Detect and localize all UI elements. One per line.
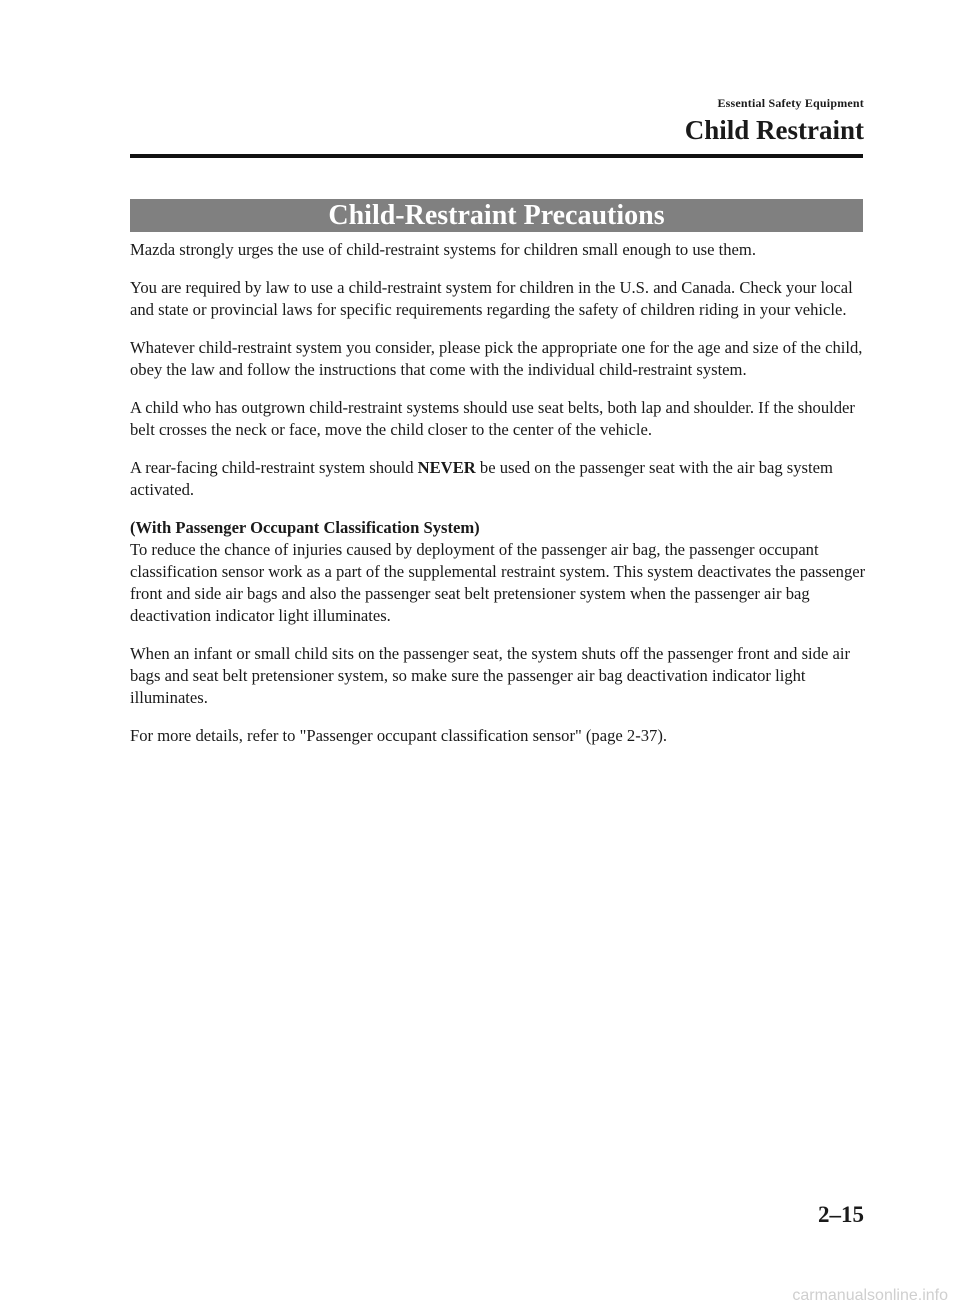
- header-rule: [130, 154, 863, 158]
- paragraph-law: You are required by law to use a child-restraint system for children in the U.S. and Canada. Check your local and state or provincial laws for specific requirements regarding the safety of children riding in your vehicle.: [130, 278, 853, 319]
- paragraph-intro: Mazda strongly urges the use of child-restraint systems for children small enough to use them.: [130, 240, 756, 259]
- chapter-title: Child Restraint: [684, 115, 864, 145]
- paragraph-occupant-classification: To reduce the chance of injuries caused by deployment of the passenger air bag, the passenger occupant classification sensor work as a part of the supplemental restraint system. This system deactivates the passenger front and side air bags and also the passenger seat belt pretensioner system when the passenger air bag deactivation indicator light illuminates.: [130, 540, 866, 625]
- body-content: [130, 239, 866, 763]
- page-header: [685, 96, 864, 146]
- page-number: 2–15: [818, 1202, 864, 1227]
- rear-facing-text-end: be used on the passenger seat with the air bag system activated.: [130, 458, 833, 499]
- paragraph-selection: Whatever child-restraint system you consider, please pick the appropriate one for the age and size of the child, obey the law and follow the instructions that come with the individual child-restraint system.: [130, 338, 863, 379]
- paragraph-rear-facing: [130, 457, 866, 501]
- paragraph-reference: For more details, refer to "Passenger occupant classification sensor" (page 2-37).: [130, 726, 667, 745]
- watermark: carmanualsonline.info: [792, 1287, 948, 1304]
- subheading-occupant-classification: (With Passenger Occupant Classification System): [130, 518, 480, 537]
- never-emphasis: NEVER: [417, 458, 476, 477]
- paragraph-seat-belts: A child who has outgrown child-restraint systems should use seat belts, both lap and shoulder. If the shoulder belt crosses the neck or face, move the child closer to the center of the vehicle.: [130, 398, 855, 439]
- rear-facing-text-start: A rear-facing child-restraint system should: [130, 458, 418, 477]
- paragraph-infant-seat: When an infant or small child sits on the passenger seat, the system shuts off the passenger front and side air bags and seat belt pretensioner system, so make sure the passenger air bag deactivation indicator light illuminates.: [130, 644, 850, 707]
- section-banner: Child-Restraint Precautions: [130, 199, 863, 232]
- section-label: Essential Safety Equipment: [717, 96, 864, 110]
